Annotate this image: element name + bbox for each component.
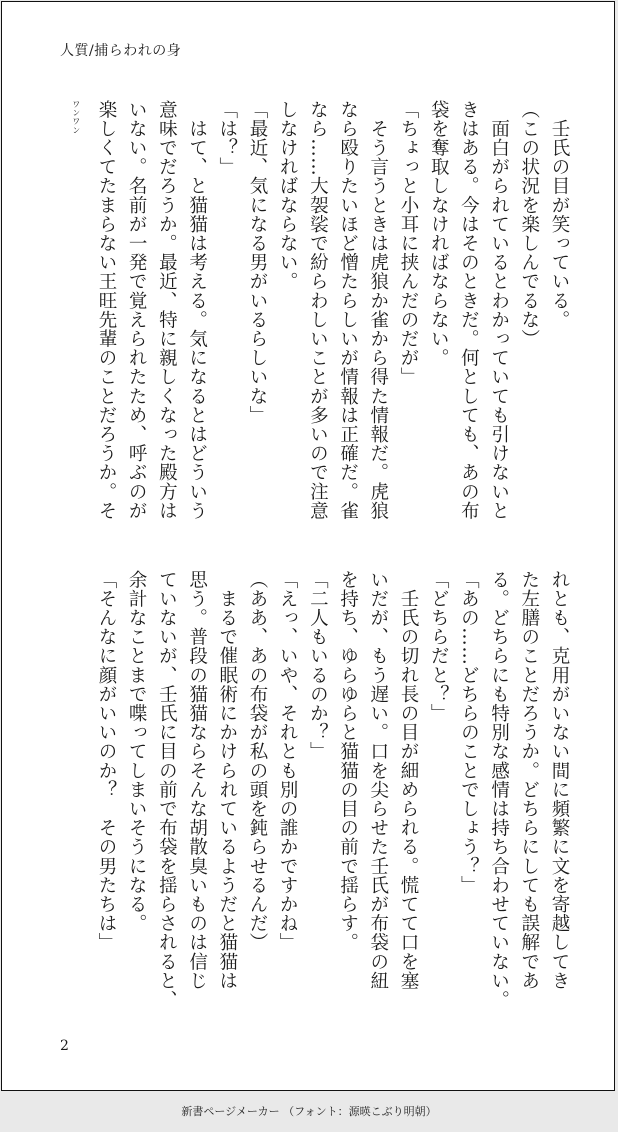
text-line: はて、と猫猫は考える。気になるとはどういう bbox=[186, 100, 208, 521]
text-line: 壬氏の切れ長の目が細められる。慌てて口を塞 bbox=[397, 570, 419, 991]
text-line: る。どちらにも特別な感情は持ち合わせていない。 bbox=[488, 570, 510, 1010]
ruby-annotation: ワンワン bbox=[71, 100, 81, 135]
text-line: を持ち、ゆらゆらと猫猫の目の前で揺らす。 bbox=[337, 570, 359, 952]
text-line: 「えっ、いや、それとも別の誰かですかね」 bbox=[277, 570, 299, 952]
text-line: 袋を奪取しなければならない。 bbox=[428, 100, 450, 368]
text-line: （ああ、あの布袋が私の頭を鈍らせるんだ） bbox=[246, 570, 268, 952]
text-line: 「ちょっと小耳に挟んだのだが」 bbox=[397, 100, 419, 387]
text-line: 「あの……どちらのことでしょう？」 bbox=[458, 570, 480, 895]
text-line: 思う。普段の猫猫ならそんな胡散臭いものは信じ bbox=[186, 570, 208, 991]
text-line: 楽しくてたまらない王旺先輩のことだろうか。そ bbox=[95, 100, 117, 521]
text-line: 「そんなに顔がいいのか？ その男たちは」 bbox=[95, 570, 117, 952]
text-line: 「二人もいるのか？」 bbox=[307, 570, 329, 761]
footer-credit: 新書ページメーカー （フォント：源暎こぶり明朝） bbox=[181, 1105, 437, 1118]
text-line: ていないが、壬氏に目の前で布袋を揺らされると、 bbox=[156, 570, 178, 1010]
text-line: いだが、もう遅い。口を尖らせた壬氏が布袋の紐 bbox=[367, 570, 389, 991]
text-line: 「最近、気になる男がいるらしいな」 bbox=[246, 100, 268, 425]
text-line: しなければならない。 bbox=[277, 100, 299, 291]
text-line: れとも、克用がいない間に頻繁に文を寄越してき bbox=[549, 570, 570, 991]
text-line: 「どちらだと？」 bbox=[428, 570, 450, 723]
text-line: なら殴りたいほど憎たらしいが情報は正確だ。雀 bbox=[337, 100, 359, 521]
page-number: 2 bbox=[60, 1038, 69, 1054]
chapter-title: 人質/捕らわれの身 bbox=[60, 43, 182, 59]
text-line: 壬氏の目が笑っている。 bbox=[549, 100, 570, 330]
text-line: （この状況を楽しんでるな） bbox=[518, 100, 540, 349]
text-line: まるで催眠術にかけられているようだと猫猫は bbox=[216, 570, 238, 991]
text-line: そう言うときは虎狼か雀から得た情報だ。虎狼 bbox=[367, 100, 389, 521]
text-block-top bbox=[61, 100, 574, 530]
text-line: 意味でだろうか。最近、特に親しくなった殿方は bbox=[156, 100, 178, 521]
book-page bbox=[1, 1, 615, 1091]
text-line: 余計なことまで喋ってしまいそうになる。 bbox=[126, 570, 148, 933]
text-line: た左膳のことだろうか。どちらにしても誤解であ bbox=[518, 570, 540, 991]
text-line: 面白がられているとわかっていても引けないと bbox=[488, 100, 510, 521]
text-line: いない。名前が一発で覚えられたため、呼ぶのが bbox=[126, 100, 148, 521]
text-line: 「は？」 bbox=[216, 100, 238, 177]
text-block-bottom bbox=[91, 570, 574, 1010]
text-line: きはある。今はそのときだ。何としても、あの布 bbox=[458, 100, 480, 521]
text-line: なら……大袈裟で紛らわしいことが多いので注意 bbox=[307, 100, 329, 521]
